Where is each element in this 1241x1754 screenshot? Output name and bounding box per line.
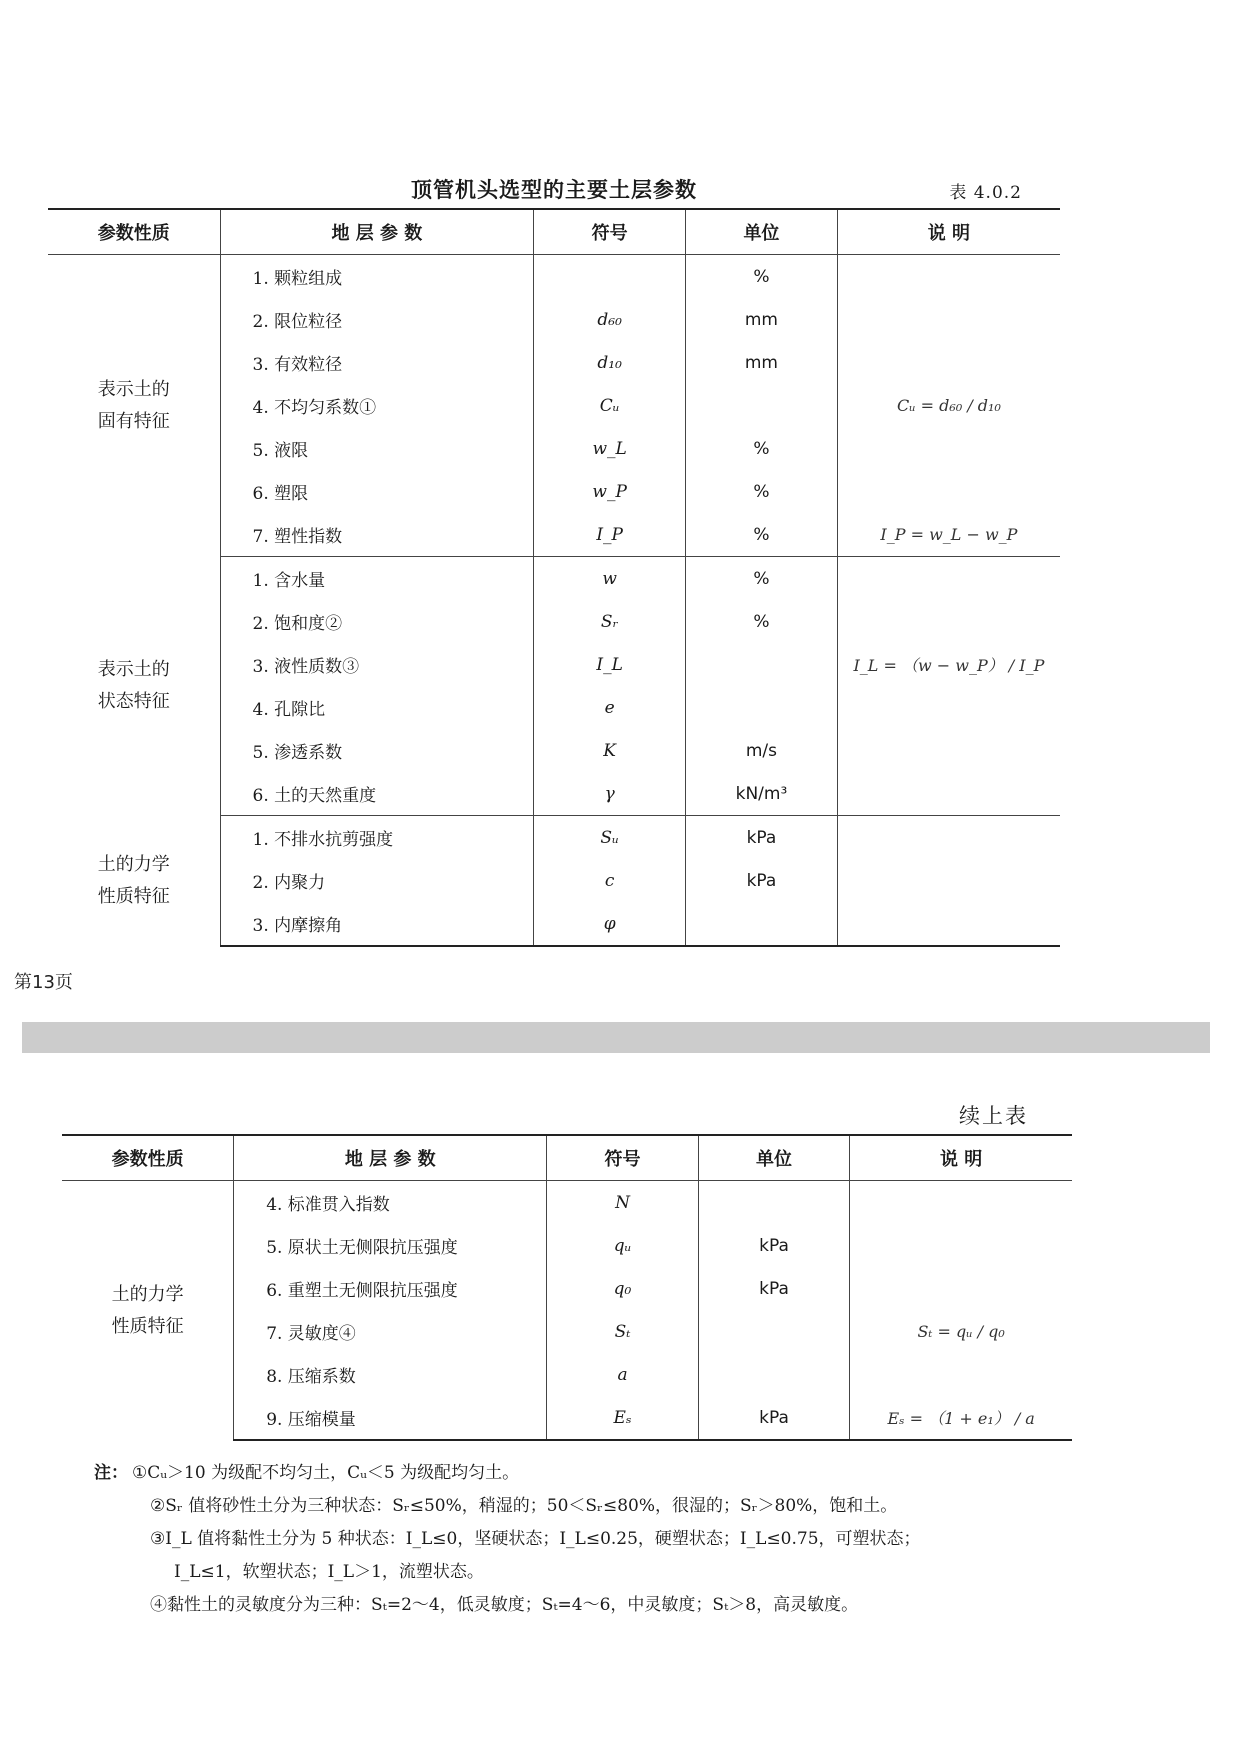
symbol-cell: Sᵣ: [534, 600, 686, 643]
symbol-cell: Eₛ: [547, 1396, 699, 1440]
description-cell: [837, 557, 1060, 601]
symbol-cell: φ: [534, 902, 686, 946]
note-line: ④黏性土的灵敏度分为三种：Sₜ=2～4，低灵敏度；Sₜ=4～6，中灵敏度；Sₜ＞8，高灵敏度。: [150, 1595, 859, 1615]
unit-cell: %: [686, 600, 838, 643]
description-cell: [837, 902, 1060, 946]
group-label-line: 固有特征: [97, 410, 170, 432]
unit-cell: [686, 643, 838, 686]
parameter-cell: 3. 内摩擦角: [220, 902, 534, 946]
description-cell: [837, 772, 1060, 816]
parameter-cell: 6. 土的天然重度: [220, 772, 534, 816]
table-row: [48, 557, 1060, 601]
description-cell: Eₛ = （1 + e₁） / a: [850, 1396, 1072, 1440]
symbol-cell: d₆₀: [534, 298, 686, 341]
header-description: 说 明: [837, 209, 1060, 255]
group-label-line: 性质特征: [97, 885, 170, 907]
parameter-cell: 1. 不排水抗剪强度: [220, 816, 534, 860]
symbol-cell: γ: [534, 772, 686, 816]
header-unit: 单位: [698, 1135, 850, 1181]
symbol-cell: d₁₀: [534, 341, 686, 384]
parameter-cell: 3. 液性质数③: [220, 643, 534, 686]
parameter-cell: 5. 渗透系数: [220, 729, 534, 772]
page-number: 第13页: [14, 972, 73, 993]
description-cell: [850, 1267, 1072, 1310]
description-cell: [837, 859, 1060, 902]
symbol-cell: c: [534, 859, 686, 902]
parameter-cell: 4. 标准贯入指数: [234, 1181, 547, 1225]
description-cell: Sₜ = qᵤ / q₀: [850, 1310, 1072, 1353]
symbol-cell: Cᵤ: [534, 384, 686, 427]
notes-lead: 注：: [94, 1463, 128, 1483]
parameter-cell: 4. 孔隙比: [220, 686, 534, 729]
table-title: 顶管机头选型的主要土层参数: [411, 178, 697, 202]
header-parameter: 地 层 参 数: [220, 209, 534, 255]
parameter-cell: 3. 有效粒径: [220, 341, 534, 384]
description-cell: I_L = （w − w_P） / I_P: [837, 643, 1060, 686]
symbol-cell: Sᵤ: [534, 816, 686, 860]
group-label-line: 状态特征: [97, 691, 170, 712]
header-parameter: 地 层 参 数: [234, 1135, 547, 1181]
unit-cell: [698, 1181, 850, 1225]
parameter-cell: 7. 灵敏度④: [234, 1310, 547, 1353]
unit-cell: kPa: [698, 1396, 850, 1440]
unit-cell: kPa: [698, 1224, 850, 1267]
parameter-cell: 1. 颗粒组成: [220, 255, 534, 299]
description-cell: [837, 341, 1060, 384]
group-label-line: 表示土的: [97, 659, 170, 680]
description-cell: [850, 1224, 1072, 1267]
parameter-cell: 2. 限位粒径: [220, 298, 534, 341]
description-cell: I_P = w_L − w_P: [837, 513, 1060, 557]
description-cell: [850, 1181, 1072, 1225]
unit-cell: [698, 1310, 850, 1353]
parameter-cell: 2. 饱和度②: [220, 600, 534, 643]
table-header-row: [48, 209, 1060, 255]
note-line: ③I_L 值将黏性土分为 5 种状态：I_L≤0，坚硬状态；I_L≤0.25，硬塑状态；I_L≤0.75，可塑状态；: [150, 1529, 921, 1549]
unit-cell: mm: [686, 341, 838, 384]
parameter-cell: 7. 塑性指数: [220, 513, 534, 557]
description-cell: [837, 470, 1060, 513]
symbol-cell: q₀: [547, 1267, 699, 1310]
symbol-cell: [534, 255, 686, 299]
group-label-line: 土的力学: [111, 1283, 184, 1305]
description-cell: [837, 729, 1060, 772]
unit-cell: [686, 686, 838, 729]
description-cell: [837, 686, 1060, 729]
parameter-cell: 2. 内聚力: [220, 859, 534, 902]
unit-cell: kPa: [686, 859, 838, 902]
unit-cell: [686, 384, 838, 427]
parameter-cell: 9. 压缩模量: [234, 1396, 547, 1440]
symbol-cell: w_P: [534, 470, 686, 513]
description-cell: [837, 816, 1060, 860]
description-cell: [837, 255, 1060, 299]
parameter-cell: 8. 压缩系数: [234, 1353, 547, 1396]
table-number: 表 4.0.2: [949, 183, 1022, 203]
group-label-cell: [48, 557, 220, 816]
header-symbol: 符号: [534, 209, 686, 255]
symbol-cell: K: [534, 729, 686, 772]
parameter-cell: 4. 不均匀系数①: [220, 384, 534, 427]
unit-cell: %: [686, 513, 838, 557]
parameter-cell: 6. 塑限: [220, 470, 534, 513]
description-cell: Cᵤ = d₆₀ / d₁₀: [837, 384, 1060, 427]
table-row: [62, 1181, 1072, 1225]
soil-parameter-table-page2: [62, 1098, 1072, 1622]
soil-parameter-table-continued: [62, 1134, 1072, 1441]
soil-parameter-table-page1: [48, 170, 1060, 947]
symbol-cell: I_P: [534, 513, 686, 557]
unit-cell: %: [686, 427, 838, 470]
table-row: [48, 255, 1060, 299]
description-cell: [837, 298, 1060, 341]
note-text: ①Cᵤ＞10 为级配不均匀土，Cᵤ＜5 为级配均匀土。: [132, 1463, 520, 1483]
table-title-row: [48, 170, 1060, 208]
header-property: 参数性质: [48, 209, 220, 255]
description-cell: [850, 1353, 1072, 1396]
group-label-cell: [62, 1181, 234, 1441]
group-label-line: 土的力学: [97, 853, 170, 875]
page-divider: [22, 1022, 1210, 1053]
group-label-cell: [48, 255, 220, 557]
unit-cell: %: [686, 470, 838, 513]
symbol-cell: e: [534, 686, 686, 729]
table-body: [62, 1181, 1072, 1441]
group-label-line: 表示土的: [97, 378, 170, 400]
header-symbol: 符号: [547, 1135, 699, 1181]
symbol-cell: w_L: [534, 427, 686, 470]
symbol-cell: Sₜ: [547, 1310, 699, 1353]
continued-label: 续上表: [959, 1104, 1028, 1128]
description-cell: [837, 600, 1060, 643]
soil-parameter-table: [48, 208, 1060, 947]
unit-cell: kN/m³: [686, 772, 838, 816]
unit-cell: %: [686, 557, 838, 601]
parameter-cell: 1. 含水量: [220, 557, 534, 601]
description-cell: [837, 427, 1060, 470]
note-line: ②Sᵣ 值将砂性土分为三种状态：Sᵣ≤50%，稍湿的；50＜Sᵣ≤80%，很湿的；Sᵣ＞80%，饱和土。: [150, 1496, 898, 1516]
symbol-cell: I_L: [534, 643, 686, 686]
unit-cell: [686, 902, 838, 946]
group-label-line: 性质特征: [111, 1315, 184, 1337]
parameter-cell: 5. 原状土无侧限抗压强度: [234, 1224, 547, 1267]
table-notes: [62, 1457, 1072, 1622]
parameter-cell: 5. 液限: [220, 427, 534, 470]
note-line: I_L≤1，软塑状态；I_L＞1，流塑状态。: [174, 1562, 484, 1582]
symbol-cell: w: [534, 557, 686, 601]
header-unit: 单位: [686, 209, 838, 255]
unit-cell: m/s: [686, 729, 838, 772]
table-body: [48, 255, 1060, 947]
unit-cell: kPa: [698, 1267, 850, 1310]
note-line: [94, 1457, 1072, 1490]
header-description: 说 明: [850, 1135, 1072, 1181]
table-header-row: [62, 1135, 1072, 1181]
parameter-cell: 6. 重塑土无侧限抗压强度: [234, 1267, 547, 1310]
unit-cell: kPa: [686, 816, 838, 860]
unit-cell: %: [686, 255, 838, 299]
unit-cell: [698, 1353, 850, 1396]
unit-cell: mm: [686, 298, 838, 341]
table-row: [48, 816, 1060, 860]
symbol-cell: qᵤ: [547, 1224, 699, 1267]
group-label-cell: [48, 816, 220, 947]
symbol-cell: a: [547, 1353, 699, 1396]
symbol-cell: N: [547, 1181, 699, 1225]
header-property: 参数性质: [62, 1135, 234, 1181]
